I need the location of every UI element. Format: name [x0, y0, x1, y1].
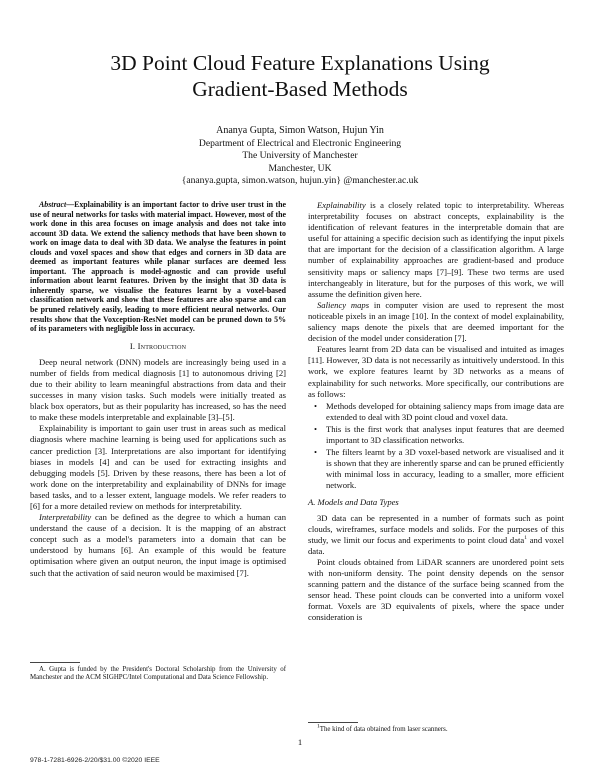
section-heading-introduction: [30, 341, 286, 352]
funding-footnote: A. Gupta is funded by the President's Doctoral Scholarship from the University of Manchester and the ACM SIGHPC/Intel Computational and Data Science Fellowship.: [30, 666, 286, 682]
intro-paragraph-4-text: is a closely related topic to interpretability. Whereas interpretability focuses on abstract concepts, explainability is the identification of relevant features in the interpretable domain that are useful for attaining a specific decision such as identifying the input pixels that are important for the decision of a classification algorithm. A large number of explainability approaches are gradient-based and produce sensitivity maps or saliency maps [7]–[9]. These two terms are used interchangeably in literature, but for the purposes of this work, we will assume the definition given here.: [308, 200, 564, 299]
author-university: The University of Manchester: [242, 150, 358, 162]
term-saliency-maps: Saliency maps: [317, 299, 370, 310]
list-item-text: This is the first work that analyses input features that are deemed important to 3D classification networks.: [326, 423, 564, 445]
models-paragraph-1: [308, 513, 564, 557]
intro-paragraph-6: Features learnt from 2D data can be visualised and intuited as images [11]. However, 3D data is not necessarily as intuitively understood. In this work, we explore features learnt by 3D networks as a means of explainability for such networks. More specifically, our contributions are as follows:: [308, 344, 564, 399]
author-names: Ananya Gupta, Simon Watson, Hujun Yin: [216, 125, 384, 136]
footnote-marker: 1: [524, 534, 527, 541]
title-line-1: 3D Point Cloud Feature Explanations Using: [110, 51, 490, 75]
isbn-copyright: 978-1-7281-6926-2/20/$31.00 ©2020 IEEE: [30, 757, 160, 764]
term-explainability: Explainability: [317, 200, 366, 210]
right-footnote: [308, 716, 564, 734]
list-item-text: Methods developed for obtaining saliency maps from image data are extended to deal with 3D point cloud and voxel data.: [326, 400, 564, 422]
laser-footnote: [308, 723, 564, 734]
intro-paragraph-4: [308, 200, 564, 300]
list-item-text: The filters learnt by a 3D voxel-based network are visualised and it is shown that they are inherently sparse and can be pruned efficiently with minimal loss in accuracy, leading to a smaller, more efficient network.: [326, 447, 564, 491]
list-item: [308, 401, 564, 423]
abstract-text: —Explainability is an important factor to drive user trust in the use of neural networks for tasks with material impact. However, most of the work done in this area focuses on image analysis and does not take into account 3D data. We extend the saliency methods that have been shown to work on image data to deal with 3D data. We analyse the features in point clouds and voxel spaces and show that edges and corners in 3D data are deemed as important features while planar surfaces are deemed less important. The approach is model-agnostic and can provide useful information about learnt features. Driven by the insight that 3D data is inherently sparse, we visualise the features learnt by a voxel-based classification network and show that these features are also sparse and can be pruned relatively easily, leading to more efficient neural networks. Our results show that the Voxception-ResNet model can be pruned down to 5% of its parameters with negligible loss in accuracy.: [30, 200, 286, 334]
bullet-glyph: •: [314, 423, 318, 434]
contributions-list: [308, 401, 564, 492]
intro-paragraph-3: [30, 512, 286, 579]
intro-paragraph-5: [308, 300, 564, 344]
intro-paragraph-2: Explainability is important to gain user trust in areas such as medical diagnosis where machine learning is being used for applications such as cancer prediction [3]. Interpretations are also important for identifying biases in models [4] and can be used for extracting insights and debugging models [5]. Driven by these reasons, there has been a lot of work done on the interpretability and explainability of DNNs for image based tasks, and to a lesser extent, language models. We refer readers to [6] for a more detailed review on methods for interpretability.: [30, 423, 286, 511]
footnote-rule: [308, 722, 358, 723]
list-item: [308, 447, 564, 491]
subsection-heading-models: A. Models and Data Types: [308, 497, 399, 508]
footnote-marker: 1: [317, 723, 320, 730]
left-footnote: [30, 656, 286, 683]
bullet-glyph: •: [314, 400, 318, 411]
abstract-label: Abstract: [39, 200, 67, 209]
author-city: Manchester, UK: [268, 162, 332, 174]
section-numeral: I.: [129, 340, 136, 351]
term-interpretability: Interpretability: [39, 512, 92, 523]
left-column: [30, 200, 286, 579]
paper-title: [40, 50, 560, 102]
footnote-rule: [30, 662, 80, 663]
author-department: Department of Electrical and Electronic Engineering: [198, 137, 402, 149]
intro-paragraph-1: Deep neural network (DNN) models are increasingly being used in a number of fields from medical diagnosis [1] to autonomous driving [2] due to their ability to learn meaningful abstractions from data and their successes in many vision tasks. Such models were initially treated as black box operators, but as their popularity has increased, so has the need to make these models interpretable and explainable [3]–[5].: [30, 356, 286, 423]
author-block: [80, 125, 520, 188]
page-number: 1: [297, 737, 303, 747]
intro-paragraph-3-text: can be defined as the degree to which a human can understand the cause of a decision. It is the mapping of an abstract concept such as a model's parameters into a domain that can be understood by humans [6]. An example of this would be feature optimisation where given an output neuron, the input image is optimised such that the activation of said neuron would be maximised [7].: [30, 512, 286, 578]
intro-paragraph-5-text: in computer vision are used to represent the most noticeable pixels in an image [10]. In the context of model explainability, saliency maps denote the pixels that are deemed important for the decision of the model under consideration [7].: [308, 299, 564, 344]
author-emails: {ananya.gupta, simon.watson, hujun.yin} @manchester.ac.uk: [181, 175, 419, 187]
models-paragraph-2: Point clouds obtained from LiDAR scanners are unordered point sets with non-uniform density. The point density depends on the sensor scanning pattern and the distance of the surface being scanned from the sensor head. These point clouds can be converted into a uniform voxel format. Voxels are 3D equivalents of pixels, where the space under consideration is: [308, 556, 564, 623]
right-column: [308, 200, 564, 623]
abstract: [30, 200, 286, 334]
models-paragraph-1-text: 3D data can be represented in a number of formats such as point clouds, wireframes, surface models and solids. For the purposes of this study, we limit our focus and experiments to point cloud data: [308, 512, 564, 545]
models-paragraph-1-end: and voxel data.: [308, 534, 564, 556]
list-item: [308, 424, 564, 446]
section-title: Introduction: [137, 340, 187, 351]
laser-footnote-text: The kind of data obtained from laser scanners.: [319, 726, 448, 733]
title-line-2: Gradient-Based Methods: [192, 77, 408, 101]
bullet-glyph: •: [314, 447, 318, 458]
